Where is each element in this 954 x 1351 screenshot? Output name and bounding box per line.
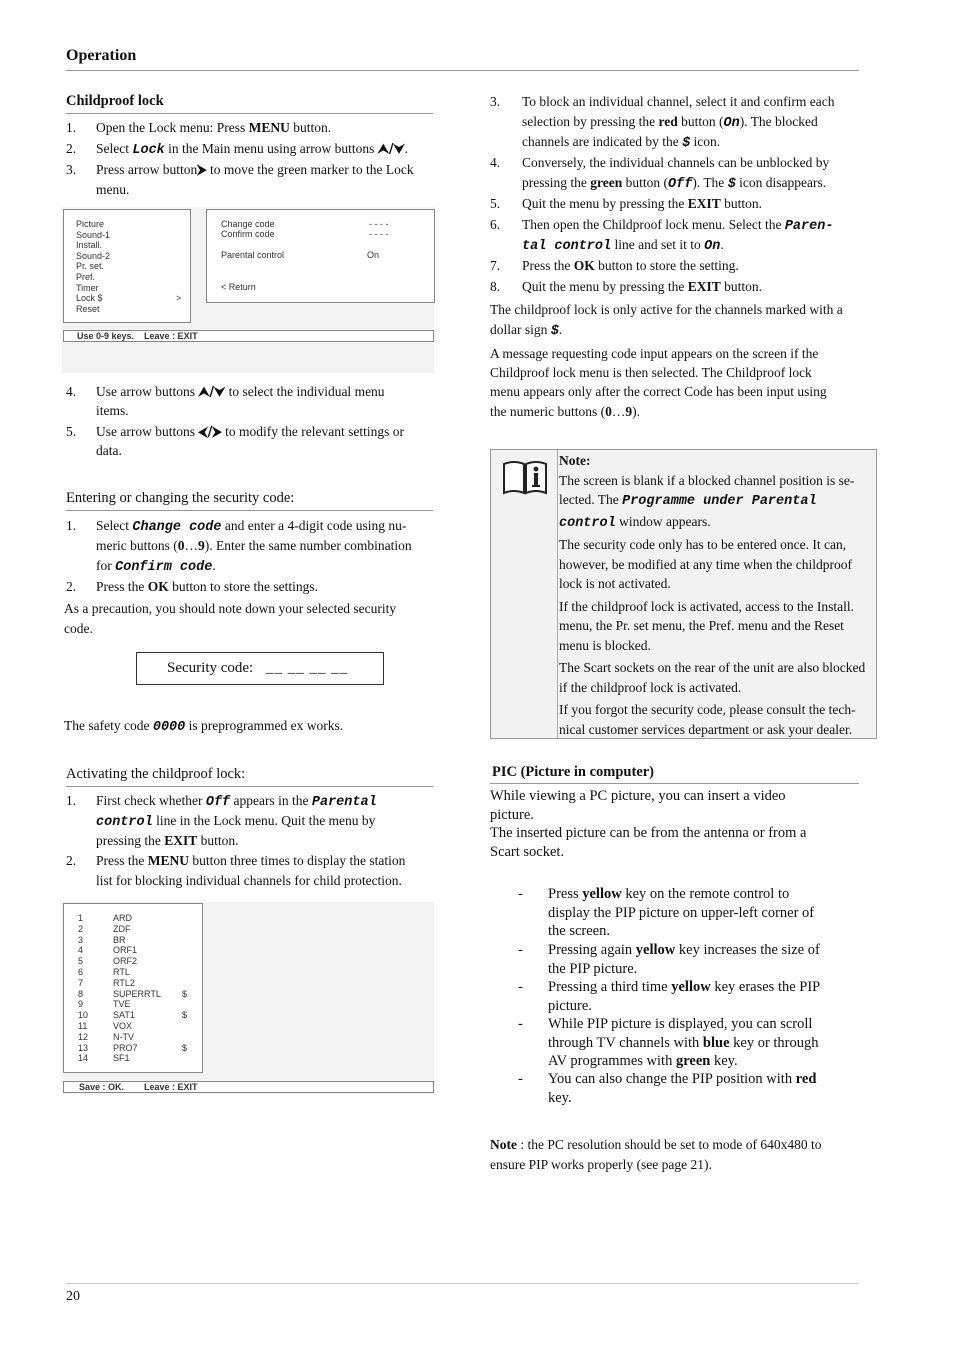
pip-text: through TV channels with [548,1034,703,1051]
return-label: < Return [221,282,256,292]
bullet-dash: - [518,979,523,995]
ok-keyword: OK [573,258,595,273]
red-keyword: red [658,114,678,129]
left-right-arrow-icon: ⮜/⮞ [198,425,222,440]
step-text: Use arrow buttons [96,424,199,439]
step-text: button. [720,279,763,294]
note-title: Note: [559,453,591,468]
channel-number: 12 [78,1031,89,1042]
channel-name: VOX [113,1021,133,1031]
parental-keyword: Paren- [784,219,834,234]
body-text: The childproof lock is only active for the channels marked with a [490,302,843,317]
channel-name: RTL2 [113,977,135,988]
channel-row [78,1053,218,1064]
channel-row [78,967,218,978]
step-text: selection by pressing the [522,114,659,129]
step-number: 5. [66,424,77,439]
menu-keyword: MENU [248,120,290,135]
pip-text: You can also change the PIP position with [548,1071,796,1087]
info-book-icon [501,458,549,496]
step-text: button three times to display the station [189,853,406,868]
dollar-icon: $ [682,136,691,151]
step-text: to move the green marker to the Lock [206,162,414,177]
pip-intro-text: Scart socket. [490,843,565,860]
exit-keyword: EXIT [164,833,198,848]
note-text: window appears. [615,513,711,529]
channel-name: ORF2 [113,956,138,967]
channel-row [78,1043,218,1054]
up-down-arrow-icon: ⮝/⮟ [377,142,405,157]
step-text: button to store the settings. [168,579,319,594]
channel-number: 10 [78,1010,89,1021]
step-text: Press the [96,579,148,594]
channel-row [78,935,218,946]
pip-text: key. [548,1089,572,1106]
digit: 0 [605,404,612,419]
red-keyword: red [795,1071,817,1087]
step-text: button ( [677,114,724,129]
step-text: channels are indicated by the [522,134,683,149]
bullet-dash: - [518,1071,523,1087]
step-text: pressing the [522,175,591,190]
channel-name: ZDF [113,923,131,934]
on-keyword: On [704,239,721,254]
channel-number: 2 [78,923,84,934]
channel-number: 4 [78,945,84,956]
step-text: Use arrow buttons [96,384,199,399]
note-box [490,449,877,739]
digit: 0 [177,538,185,553]
change-code-value: - - - - [369,219,389,229]
yellow-keyword: yellow [582,886,622,902]
step-text: Quit the menu by pressing the [522,279,688,294]
step-text: to modify the relevant settings or [221,424,404,439]
pip-text: AV programmes with [548,1053,676,1069]
parental-control-value: On [367,250,380,260]
channel-status-bar [63,1081,434,1093]
heading-rule [66,510,433,511]
step-number: 8. [490,279,501,294]
off-keyword: Off [668,177,693,192]
step-text: in the Main menu using arrow buttons [164,141,378,156]
pip-text: key. [710,1053,738,1069]
precaution-text: As a precaution, you should note down your selected security [64,601,397,616]
on-keyword: On [723,116,740,131]
pip-heading: PIC (Picture in computer) [492,764,655,780]
note-text: menu, the Pr. set menu, the Pref. menu and the Reset [559,618,844,633]
step-text: pressing the [96,833,165,848]
security-step-1-line3 [96,556,216,578]
menu-item: Install. [76,240,103,251]
header-rule [66,70,859,71]
channel-row [78,924,218,935]
step-text: and enter a 4-digit code using nu- [221,518,407,533]
channel-lock-icon: $ [182,1010,188,1021]
step-number: 4. [490,155,501,170]
step-number: 1. [66,793,77,808]
bullet-dash: - [518,886,523,902]
pip-intro-text: picture. [490,806,534,823]
heading-rule [66,113,433,114]
menu-item: Timer [76,282,99,293]
step-text: ). The blocked [739,114,818,129]
channel-number: 11 [78,1021,88,1031]
note-text: lock is not activated. [559,576,671,591]
main-menu-list [76,219,110,314]
body-text: is preprogrammed ex works. [185,718,344,733]
step-text: button ( [622,175,668,190]
right-step-3-line3 [522,132,720,154]
childproof-heading: Childproof lock [66,93,164,109]
menu-item: Pr. set. [76,261,105,272]
pip-text: the screen. [548,923,610,939]
menu-item: Sound-2 [76,250,111,261]
pip-text: While PIP picture is displayed, you can scroll [548,1016,813,1032]
channel-name: SF1 [113,1053,130,1064]
note-text: The Scart sockets on the rear of the unit are also blocked [559,660,866,675]
step-text: line and set it to [611,237,705,252]
channel-name: SAT1 [113,1010,135,1021]
step-text: items. [96,403,129,418]
channel-row [78,1032,218,1043]
pip-note [490,1135,821,1155]
security-step-1-line2 [96,536,412,556]
step-text: To block an individual channel, select it and confirm each [522,94,835,109]
blue-keyword: blue [702,1034,730,1051]
activating-step-1-line3 [96,831,239,851]
step-number: 1. [66,518,77,533]
channel-name: N-TV [113,1031,134,1042]
lock-keyword: Lock [132,143,165,158]
menu-item: Sound-1 [76,229,111,240]
submenu-arrow-icon: > [176,293,182,303]
channel-name: TVE [113,999,131,1010]
step-text: Select [96,518,133,533]
channel-name: ARD [113,913,133,923]
safety-code-text [64,716,343,738]
window-name: Programme under Parental [622,494,817,509]
body-text: The safety code [64,718,153,733]
pip-text: Pressing a third time [548,979,672,995]
pip-text: display the PIP picture on upper-left corner of [548,904,815,921]
note-content [559,451,877,739]
right-step-4-line2 [522,173,826,195]
dollar-icon: $ [727,177,736,192]
status-bar-text: Use 0-9 keys. Leave : EXIT [77,331,198,341]
off-keyword: Off [205,795,231,810]
step-text: . [720,237,724,252]
exit-keyword: EXIT [687,196,721,211]
channel-row [78,913,218,924]
step-number: 6. [490,217,501,232]
channel-number: 5 [78,956,84,967]
activating-step-1-line2 [96,811,375,833]
page-section-title: Operation [66,47,137,64]
footer-rule [66,1283,859,1284]
channel-name: BR [113,934,126,945]
channel-lock-icon: $ [182,988,188,999]
step-number: 1. [66,120,77,135]
pip-text: Pressing again [548,942,636,958]
confirm-code-keyword: Confirm code [115,560,213,575]
parental-control-label: Parental control [221,250,285,260]
right-step-6-line2 [522,235,724,257]
step-text: Press the [96,853,148,868]
step-text: icon disappears. [735,175,827,190]
body-text: the numeric buttons ( [490,404,606,419]
menu-item: Reset [76,303,100,314]
note-text: lected. The [559,492,623,507]
step-text: button. [289,120,332,135]
step-text: data. [96,443,122,458]
step-text: to select the individual menu [225,384,385,399]
channel-row [78,978,218,989]
channel-name: SUPERRTL [113,988,161,999]
pip-text: picture. [548,997,592,1014]
channel-number: 7 [78,977,84,988]
step-number: 3. [490,94,501,109]
channel-number: 8 [78,988,84,999]
note-text: menu is blocked. [559,637,651,653]
note-text: however, be modified at any time when the childproof [559,556,852,572]
step-number: 2. [66,579,77,594]
menu-keyword: MENU [147,853,189,868]
status-bar-text: Save : OK. Leave : EXIT [79,1082,198,1092]
step-text: ). The [692,175,728,190]
pip-text: key on the remote control to [621,886,790,902]
channel-number: 1 [78,913,84,923]
step-text: menu. [96,182,130,197]
note-text: The security code only has to be entered once. It can, [559,537,847,552]
note-text: The screen is blank if a blocked channel position is se- [559,472,855,488]
step-text: line in the Lock menu. Quit the menu by [152,813,376,828]
ok-keyword: OK [147,579,169,594]
body-text: menu appears only after the correct Code has been input using [490,384,827,399]
pip-intro [490,787,806,861]
green-keyword: green [675,1053,711,1069]
control-keyword: tal control [522,239,612,254]
channel-row [78,1010,218,1021]
note-label: Note [490,1137,517,1152]
channel-number: 6 [78,967,84,977]
channel-row [78,945,218,956]
menu-item-lock: Lock $ [76,293,103,304]
step-text: icon. [690,134,721,149]
step-text: Open the Lock menu: Press [96,120,249,135]
step-text: button. [197,833,239,848]
step-text: . [212,558,216,573]
pip-text: key increases the size of [675,942,820,958]
channel-number: 14 [78,1053,89,1064]
channel-number: 9 [78,999,84,1010]
dollar-para [490,320,562,342]
step-text: meric buttons ( [96,538,178,553]
step-text: for [96,558,116,573]
body-text: Childproof lock menu is then selected. The Childproof lock [490,365,812,380]
control-keyword: control [96,815,153,830]
pip-note-text: : the PC resolution should be set to mode of 640x480 to [517,1137,822,1152]
security-code-blanks: __ __ __ __ [266,660,349,676]
window-name: control [559,515,616,531]
numeric-buttons-line [490,402,640,422]
step-number: 3. [66,162,77,177]
step-text: First check whether [96,793,206,808]
range-glyph: … [611,404,626,419]
security-heading: Entering or changing the security code: [66,490,295,506]
body-text: dollar sign [490,322,551,337]
step-text: appears in the [230,793,312,808]
green-keyword: green [590,175,623,190]
right-arrow-icon: ⮞ [197,163,207,178]
pip-text: key erases the PIP [710,979,821,995]
pip-intro-text: While viewing a PC picture, you can insert a video [490,788,786,804]
step-text: button. [720,196,763,211]
step-text: button to store the setting. [594,258,739,273]
heading-rule [66,786,433,787]
step-text: list for blocking individual channels for child protection. [96,873,402,888]
channel-list-box [63,903,203,1073]
channel-lock-icon: $ [182,1042,188,1053]
page-number: 20 [66,1289,80,1304]
up-down-arrow-icon: ⮝/⮟ [198,385,226,400]
exit-keyword: EXIT [687,279,721,294]
pip-intro-text: The inserted picture can be from the antenna or from a [490,825,807,841]
menu-item: Pref. [76,271,96,282]
menu-item: Picture [76,219,105,229]
note-divider [557,450,558,738]
step-text: Quit the menu by pressing the [522,196,688,211]
note-text: If the childproof lock is activated, access to the Install. [559,598,855,614]
step-text: Then open the Childproof lock menu. Select the [522,217,785,232]
change-code-label: Change code [221,219,275,229]
menu-status-bar [63,330,434,342]
step-text: . [404,141,408,156]
parental-keyword: Parental [311,795,377,810]
channel-row [78,1021,218,1032]
step-number: 4. [66,384,77,399]
body-text: A message requesting code input appears on the screen if the [490,346,819,361]
bullet-dash: - [518,1016,523,1032]
step-number: 2. [66,853,77,868]
body-text: ). [632,404,640,419]
channel-name: ORF1 [113,945,138,956]
channel-row [78,989,218,1000]
bullet-dash: - [518,942,523,958]
precaution-text: code. [64,621,93,636]
channel-row [78,999,218,1010]
note-text: If you forgot the security code, please consult the tech- [559,702,856,717]
step-text: Select [96,141,133,156]
note-text: if the childproof lock is activated. [559,679,742,695]
right-step-3-line2 [522,112,818,134]
pip-text: the PIP picture. [548,960,638,977]
pip-note-text: ensure PIP works properly (see page 21). [490,1157,712,1172]
change-code-keyword: Change code [132,520,222,535]
safety-code-value: 0000 [152,720,186,735]
channel-number: 13 [78,1042,89,1053]
step-text: Conversely, the individual channels can be unblocked by [522,155,830,170]
yellow-keyword: yellow [635,942,676,958]
step-text: ). Enter the same number combination [204,538,412,553]
step-number: 5. [490,196,501,211]
step-number: 7. [490,258,501,273]
step-number: 2. [66,141,77,156]
digit: 9 [625,404,633,419]
digit: 9 [197,538,205,553]
pip-text: key or through [729,1034,819,1051]
body-text: . [558,322,563,337]
step-text: Press arrow button [96,162,198,177]
confirm-code-value: - - - - [369,229,389,239]
pip-text: Press [548,886,583,902]
step-text: Press the [522,258,574,273]
channel-number: 3 [78,934,84,945]
channel-name: PRO7 [113,1042,138,1053]
security-code-label: Security code: [167,660,254,676]
lock-submenu-box [206,209,435,303]
channel-row [78,956,218,967]
confirm-code-label: Confirm code [221,229,275,239]
note-text: nical customer services department or ask your dealer. [559,721,853,737]
activating-heading: Activating the childproof lock: [66,766,246,782]
main-menu-box [63,209,191,323]
heading-rule [490,783,859,784]
channel-name: RTL [113,967,130,977]
dollar-icon: $ [550,324,559,339]
range-glyph: … [184,538,198,553]
security-code-box [136,652,384,685]
yellow-keyword: yellow [671,979,711,995]
